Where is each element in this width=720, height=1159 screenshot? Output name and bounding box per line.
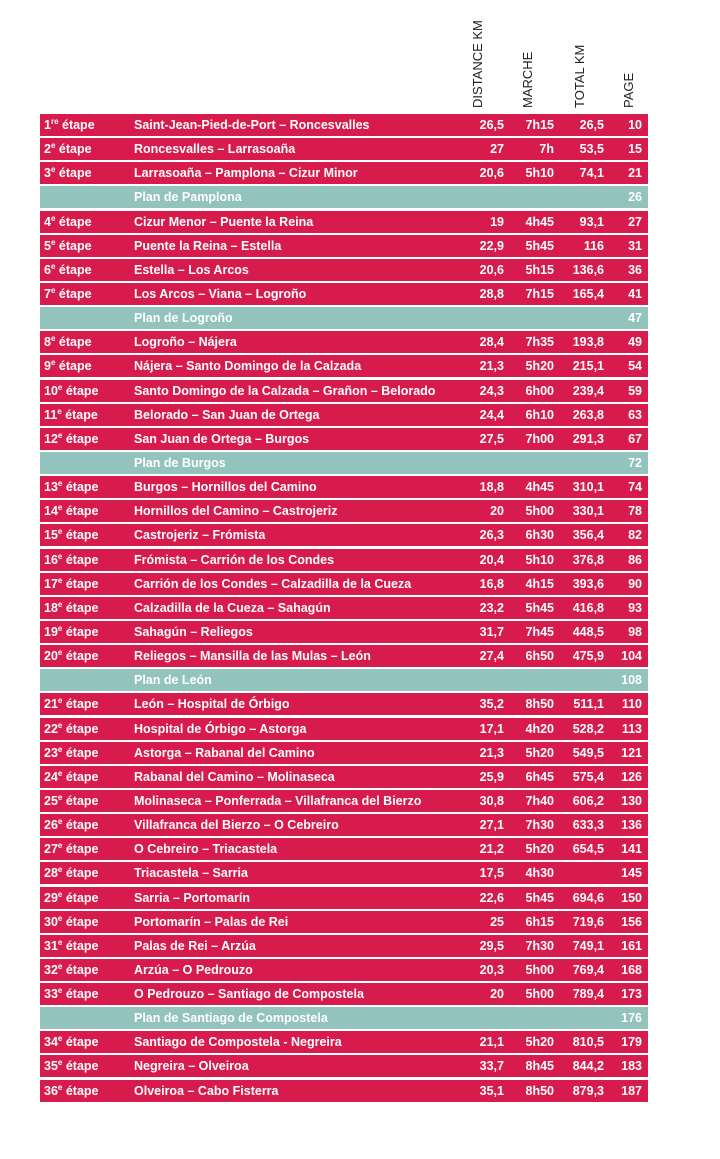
route-name: Estella – Los Arcos	[134, 262, 249, 277]
distance-km: 27,5	[479, 431, 504, 446]
stage-row	[40, 959, 648, 981]
walk-time: 7h15	[525, 286, 554, 301]
distance-km: 16,8	[479, 576, 504, 591]
walk-time: 5h20	[525, 842, 554, 857]
walk-time: 7h00	[525, 431, 554, 446]
distance-km: 17,5	[479, 866, 504, 881]
route-name: Logroño – Nájera	[134, 335, 237, 350]
total-km: 53,5	[579, 142, 604, 157]
total-km: 719,6	[572, 914, 604, 929]
route-name: Negreira – Olveiroa	[134, 1059, 249, 1074]
distance-km: 20,6	[479, 166, 504, 181]
stage-row	[40, 935, 648, 957]
total-km: 74,1	[579, 166, 604, 181]
stage-number: 13e étape	[44, 479, 99, 495]
walk-time: 5h20	[525, 1035, 554, 1050]
total-km: 549,5	[572, 745, 604, 760]
distance-km: 33,7	[479, 1059, 504, 1074]
stage-row	[40, 887, 648, 909]
page-number: 78	[628, 504, 642, 519]
distance-km: 18,8	[479, 480, 504, 495]
page-number: 110	[621, 697, 642, 712]
page-number: 72	[628, 455, 642, 470]
distance-km: 19	[490, 214, 504, 229]
total-km: 694,6	[572, 890, 604, 905]
total-km: 239,4	[572, 383, 604, 398]
route-name: Calzadilla de la Cueza – Sahagún	[134, 600, 331, 615]
total-km: 844,2	[572, 1059, 604, 1074]
stage-row	[40, 524, 648, 546]
route-name: Belorado – San Juan de Ortega	[134, 407, 320, 422]
stage-number: 20e étape	[44, 648, 99, 664]
stage-row	[40, 1080, 648, 1102]
distance-km: 21,1	[479, 1035, 504, 1050]
route-name: Hospital de Órbigo – Astorga	[134, 721, 307, 736]
stage-row	[40, 597, 648, 619]
route-name: Carrión de los Condes – Calzadilla de la Cueza	[134, 576, 412, 591]
page-number: 98	[628, 624, 642, 639]
stage-number: 18e étape	[44, 599, 99, 615]
total-km: 193,8	[572, 335, 604, 350]
walk-time: 7h	[539, 142, 554, 157]
stage-row	[40, 404, 648, 426]
route-name: Rabanal del Camino – Molinaseca	[134, 769, 335, 784]
walk-time: 5h10	[525, 552, 554, 567]
stage-row	[40, 355, 648, 377]
route-name: León – Hospital de Órbigo	[134, 697, 290, 712]
page-number: 31	[628, 238, 642, 253]
page-number: 141	[621, 842, 642, 857]
walk-time: 7h40	[525, 793, 554, 808]
page-number: 108	[621, 673, 642, 688]
distance-km: 21,3	[479, 745, 504, 760]
total-km: 528,2	[572, 721, 604, 736]
stage-number: 26e étape	[44, 817, 99, 833]
route-name: Plan de Logroño	[134, 311, 233, 326]
page-number: 36	[628, 262, 642, 277]
total-km: 879,3	[572, 1083, 604, 1098]
page-number: 47	[628, 311, 642, 326]
walk-time: 5h45	[525, 600, 554, 615]
stage-row	[40, 573, 648, 595]
distance-km: 27,1	[479, 818, 504, 833]
route-name: Roncesvalles – Larrasoaña	[134, 142, 296, 157]
stage-number: 1re étape	[44, 117, 95, 132]
total-km: 291,3	[572, 431, 604, 446]
walk-time: 6h50	[525, 649, 554, 664]
walk-time: 5h45	[525, 238, 554, 253]
plan-row	[40, 186, 648, 208]
page-number: 41	[628, 286, 642, 301]
stage-row	[40, 476, 648, 498]
stage-number: 30e étape	[44, 913, 99, 929]
distance-km: 35,2	[479, 697, 504, 712]
page-number: 104	[621, 649, 642, 664]
walk-time: 6h15	[525, 914, 554, 929]
stage-row	[40, 331, 648, 353]
route-name: Santiago de Compostela - Negreira	[134, 1035, 342, 1050]
route-name: Plan de Burgos	[134, 455, 226, 470]
page-number: 150	[621, 890, 642, 905]
route-name: Palas de Rei – Arzúa	[134, 938, 256, 953]
walk-time: 5h00	[525, 504, 554, 519]
route-name: Plan de Pamplona	[134, 190, 242, 205]
stage-row	[40, 911, 648, 933]
stage-number: 33e étape	[44, 986, 99, 1002]
route-name: Arzúa – O Pedrouzo	[134, 962, 253, 977]
stages-table	[40, 114, 648, 1104]
distance-km: 21,3	[479, 359, 504, 374]
walk-time: 5h15	[525, 262, 554, 277]
distance-km: 20	[490, 504, 504, 519]
stage-row	[40, 790, 648, 812]
total-km: 511,1	[573, 697, 604, 712]
distance-km: 25	[490, 914, 504, 929]
stage-number: 4e étape	[44, 213, 92, 229]
route-name: Reliegos – Mansilla de las Mulas – León	[134, 649, 371, 664]
total-km: 448,5	[572, 624, 604, 639]
total-km: 215,1	[572, 359, 604, 374]
total-km: 116	[583, 238, 604, 253]
stage-number: 19e étape	[44, 623, 99, 639]
plan-row	[40, 307, 648, 329]
distance-km: 28,8	[479, 286, 504, 301]
walk-time: 4h20	[525, 721, 554, 736]
page-number: 10	[628, 118, 642, 132]
stage-row	[40, 621, 648, 643]
stage-number: 21e étape	[44, 696, 99, 712]
page-number: 67	[628, 431, 642, 446]
total-km: 310,1	[572, 480, 604, 495]
stage-number: 16e étape	[44, 551, 99, 567]
stage-row	[40, 742, 648, 764]
walk-time: 4h30	[525, 866, 554, 881]
route-name: Castrojeriz – Frómista	[134, 528, 266, 543]
stage-row	[40, 211, 648, 233]
page-number: 176	[621, 1011, 642, 1026]
total-km: 136,6	[572, 262, 604, 277]
page-number: 49	[628, 335, 642, 350]
page-number: 173	[621, 987, 642, 1002]
walk-time: 7h15	[525, 118, 554, 132]
route-name: Burgos – Hornillos del Camino	[134, 480, 317, 495]
stage-number: 22e étape	[44, 720, 99, 736]
distance-km: 27	[490, 142, 504, 157]
page-number: 82	[628, 528, 642, 543]
stage-row	[40, 766, 648, 788]
route-name: Los Arcos – Viana – Logroño	[134, 286, 307, 301]
page-number: 93	[628, 600, 642, 615]
stage-row	[40, 162, 648, 184]
stage-number: 9e étape	[44, 358, 92, 374]
total-km: 93,1	[579, 214, 604, 229]
stage-number: 3e étape	[44, 165, 92, 181]
distance-km: 27,4	[479, 649, 504, 664]
walk-time: 5h20	[525, 745, 554, 760]
route-name: Molinaseca – Ponferrada – Villafranca del Bierzo	[134, 793, 422, 808]
distance-km: 35,1	[479, 1083, 504, 1098]
stage-number: 7e étape	[44, 285, 92, 301]
total-km: 633,3	[572, 818, 604, 833]
total-km: 749,1	[572, 938, 604, 953]
walk-time: 8h45	[525, 1059, 554, 1074]
route-name: Plan de Santiago de Compostela	[134, 1011, 328, 1026]
page-number: 168	[621, 962, 642, 977]
header-page: PAGE	[621, 72, 636, 108]
stage-number: 27e étape	[44, 841, 99, 857]
stage-row	[40, 693, 648, 715]
header-distance: DISTANCE KM	[470, 20, 485, 108]
page-number: 187	[621, 1083, 642, 1098]
page-number: 15	[628, 142, 642, 157]
route-name: Triacastela – Sarria	[134, 866, 248, 881]
stage-row	[40, 862, 648, 884]
stage-row	[40, 138, 648, 160]
page-number: 161	[621, 938, 642, 953]
page-number: 179	[621, 1035, 642, 1050]
route-name: Cizur Menor – Puente la Reina	[134, 214, 314, 229]
walk-time: 7h45	[525, 624, 554, 639]
stage-row	[40, 838, 648, 860]
distance-km: 24,3	[479, 383, 504, 398]
distance-km: 26,5	[479, 118, 504, 132]
stage-row	[40, 549, 648, 571]
walk-time: 6h45	[525, 769, 554, 784]
stage-number: 28e étape	[44, 865, 99, 881]
plan-row	[40, 452, 648, 474]
stage-number: 11e étape	[44, 406, 98, 422]
stage-row	[40, 1055, 648, 1077]
plan-row	[40, 669, 648, 691]
route-name: Saint-Jean-Pied-de-Port – Roncesvalles	[134, 118, 370, 132]
stage-row	[40, 500, 648, 522]
walk-time: 4h45	[525, 480, 554, 495]
distance-km: 20,6	[479, 262, 504, 277]
page-number: 90	[628, 576, 642, 591]
distance-km: 28,4	[479, 335, 504, 350]
total-km: 789,4	[572, 987, 604, 1002]
stage-number: 2e étape	[44, 141, 92, 157]
page-number: 121	[621, 745, 642, 760]
distance-km: 20,4	[479, 552, 504, 567]
total-km: 165,4	[572, 286, 604, 301]
route-name: Portomarín – Palas de Rei	[134, 914, 289, 929]
page-number: 136	[621, 818, 642, 833]
stage-number: 36e étape	[44, 1082, 99, 1098]
stage-number: 29e étape	[44, 889, 99, 905]
page-number: 130	[621, 793, 642, 808]
stage-number: 17e étape	[44, 575, 99, 591]
distance-km: 31,7	[479, 624, 504, 639]
stage-row	[40, 428, 648, 450]
page-number: 54	[628, 359, 642, 374]
stage-number: 25e étape	[44, 792, 99, 808]
route-name: Frómista – Carrión de los Condes	[134, 552, 335, 567]
page-number: 26	[628, 190, 642, 205]
plan-row	[40, 1007, 648, 1029]
stage-number: 32e étape	[44, 961, 99, 977]
distance-km: 17,1	[479, 721, 504, 736]
total-km: 475,9	[572, 649, 604, 664]
total-km: 356,4	[572, 528, 604, 543]
stage-row	[40, 645, 648, 667]
route-name: Astorga – Rabanal del Camino	[134, 745, 315, 760]
total-km: 606,2	[572, 793, 604, 808]
walk-time: 7h30	[525, 938, 554, 953]
stage-number: 12e étape	[44, 430, 99, 446]
stage-number: 31e étape	[44, 937, 99, 953]
walk-time: 6h10	[525, 407, 554, 422]
stage-number: 8e étape	[44, 334, 92, 350]
stage-row	[40, 114, 648, 136]
distance-km: 20,3	[479, 962, 504, 977]
page-number: 27	[628, 214, 642, 229]
page-number: 59	[628, 383, 642, 398]
total-km: 376,8	[572, 552, 604, 567]
walk-time: 8h50	[525, 1083, 554, 1098]
walk-time: 6h00	[525, 383, 554, 398]
route-name: O Cebreiro – Triacastela	[134, 842, 278, 857]
total-km: 654,5	[572, 842, 604, 857]
page-number: 63	[628, 407, 642, 422]
walk-time: 5h20	[525, 359, 554, 374]
route-name: Plan de León	[134, 673, 212, 688]
stage-number: 10e étape	[44, 382, 99, 398]
distance-km: 20	[490, 987, 504, 1002]
total-km: 330,1	[572, 504, 604, 519]
route-name: San Juan de Ortega – Burgos	[134, 431, 310, 446]
stage-number: 24e étape	[44, 768, 99, 784]
distance-km: 25,9	[479, 769, 504, 784]
total-km: 769,4	[572, 962, 604, 977]
route-name: Olveiroa – Cabo Fisterra	[134, 1083, 279, 1098]
walk-time: 6h30	[525, 528, 554, 543]
stage-row	[40, 380, 648, 402]
walk-time: 7h30	[525, 818, 554, 833]
stage-number: 14e étape	[44, 503, 99, 519]
stage-row	[40, 983, 648, 1005]
total-km: 26,5	[579, 118, 604, 132]
walk-time: 4h15	[525, 576, 554, 591]
stage-row	[40, 1031, 648, 1053]
route-name: Hornillos del Camino – Castrojeriz	[134, 504, 338, 519]
distance-km: 24,4	[479, 407, 504, 422]
total-km: 263,8	[572, 407, 604, 422]
stage-row	[40, 283, 648, 305]
page-number: 86	[628, 552, 642, 567]
total-km: 575,4	[572, 769, 604, 784]
stage-row	[40, 718, 648, 740]
page-number: 21	[628, 166, 642, 181]
stage-row	[40, 235, 648, 257]
route-name: Puente la Reina – Estella	[134, 238, 282, 253]
stage-number: 6e étape	[44, 261, 92, 277]
page-number: 113	[621, 721, 642, 736]
page-number: 126	[621, 769, 642, 784]
walk-time: 5h45	[525, 890, 554, 905]
distance-km: 29,5	[479, 938, 504, 953]
stage-number: 35e étape	[44, 1058, 99, 1074]
route-name: Villafranca del Bierzo – O Cebreiro	[134, 818, 339, 833]
header-total: TOTAL KM	[572, 44, 587, 108]
route-name: Nájera – Santo Domingo de la Calzada	[134, 359, 362, 374]
route-name: Sahagún – Reliegos	[134, 624, 253, 639]
total-km: 416,8	[572, 600, 604, 615]
distance-km: 23,2	[479, 600, 504, 615]
route-name: Larrasoaña – Pamplona – Cizur Minor	[134, 166, 358, 181]
walk-time: 5h00	[525, 987, 554, 1002]
stage-number: 15e étape	[44, 527, 99, 543]
distance-km: 26,3	[479, 528, 504, 543]
stage-row	[40, 814, 648, 836]
page-number: 183	[621, 1059, 642, 1074]
distance-km: 22,6	[479, 890, 504, 905]
stage-number: 5e étape	[44, 237, 92, 253]
stage-row	[40, 259, 648, 281]
walk-time: 5h00	[525, 962, 554, 977]
walk-time: 7h35	[525, 335, 554, 350]
walk-time: 4h45	[525, 214, 554, 229]
route-name: O Pedrouzo – Santiago de Compostela	[134, 987, 364, 1002]
stage-number: 23e étape	[44, 744, 99, 760]
walk-time: 5h10	[525, 166, 554, 181]
distance-km: 21,2	[479, 842, 504, 857]
route-name: Sarria – Portomarín	[134, 890, 251, 905]
stage-number: 34e étape	[44, 1034, 99, 1050]
page-number: 74	[628, 480, 642, 495]
header-marche: MARCHE	[520, 51, 535, 108]
page-number: 156	[621, 914, 642, 929]
total-km: 393,6	[572, 576, 604, 591]
page-number: 145	[621, 866, 642, 881]
walk-time: 8h50	[525, 697, 554, 712]
total-km: 810,5	[572, 1035, 604, 1050]
distance-km: 22,9	[479, 238, 504, 253]
distance-km: 30,8	[479, 793, 504, 808]
route-name: Santo Domingo de la Calzada – Grañon – Belorado	[134, 383, 436, 398]
